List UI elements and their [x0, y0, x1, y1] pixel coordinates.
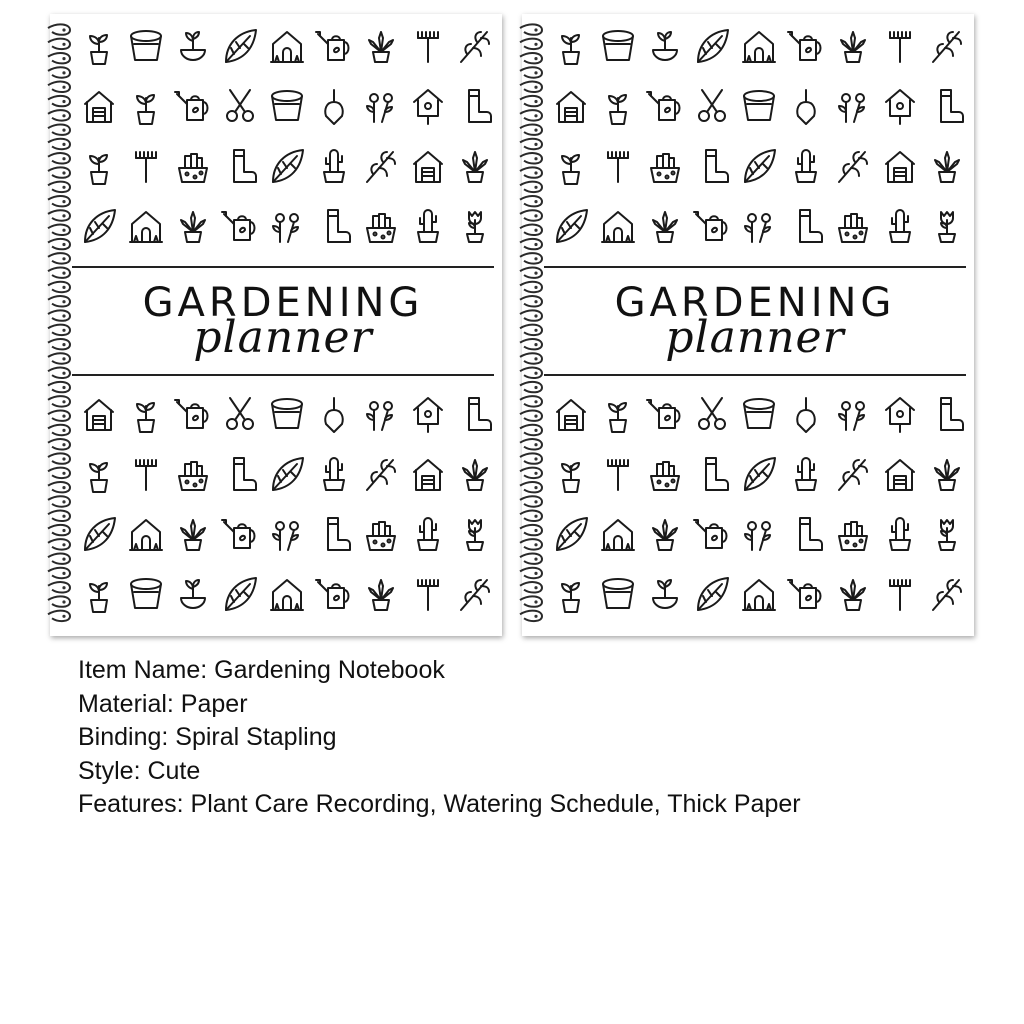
shed-icon	[880, 146, 920, 191]
flower-pot-icon	[267, 86, 307, 131]
greenhouse-icon	[126, 206, 166, 251]
watering-can-icon	[692, 206, 732, 251]
flower-pot-icon	[267, 394, 307, 439]
flower-pot-icon	[126, 26, 166, 71]
title-band	[72, 266, 494, 376]
shed-icon	[551, 86, 591, 131]
cactus-icon	[408, 514, 448, 559]
cactus-icon	[880, 514, 920, 559]
cactus-icon	[314, 146, 354, 191]
rake-icon	[598, 454, 638, 499]
succulent-icon	[455, 146, 495, 191]
succulent-icon	[645, 514, 685, 559]
cover-title: GARDENING	[614, 280, 896, 326]
sprout-icon	[173, 574, 213, 619]
leaf-icon	[267, 454, 307, 499]
spec-binding: Binding: Spiral Stapling	[78, 723, 337, 751]
watering-can-icon	[173, 86, 213, 131]
succulent-icon	[833, 574, 873, 619]
trowel-icon	[314, 394, 354, 439]
sprout-icon	[645, 574, 685, 619]
potted-plant-icon	[551, 26, 591, 71]
trowel-icon	[314, 86, 354, 131]
potted-plant-icon	[79, 26, 119, 71]
tulip-icon	[455, 514, 495, 559]
cactus-pot-icon	[645, 454, 685, 499]
birdhouse-icon	[880, 394, 920, 439]
greenhouse-icon	[126, 514, 166, 559]
succulent-icon	[927, 146, 967, 191]
watering-can-icon	[786, 26, 826, 71]
branch-icon	[833, 454, 873, 499]
succulent-icon	[361, 26, 401, 71]
cover-subtitle: planner	[193, 312, 373, 363]
branch-icon	[455, 26, 495, 71]
greenhouse-icon	[739, 26, 779, 71]
flower-pot-icon	[739, 86, 779, 131]
boot-icon	[692, 146, 732, 191]
cactus-pot-icon	[173, 454, 213, 499]
icon-grid-bottom	[548, 386, 970, 626]
rake-icon	[126, 146, 166, 191]
spec-style: Style: Cute	[78, 756, 201, 785]
succulent-icon	[455, 454, 495, 499]
cover-subtitle: planner	[665, 312, 845, 363]
leaf-icon	[551, 514, 591, 559]
branch-icon	[927, 26, 967, 71]
cactus-pot-icon	[833, 514, 873, 559]
cactus-icon	[314, 454, 354, 499]
rake-icon	[598, 146, 638, 191]
leaf-icon	[220, 574, 260, 619]
tulip-icon	[455, 206, 495, 251]
cover-title: GARDENING	[142, 280, 424, 326]
flowers-icon	[267, 206, 307, 251]
boot-icon	[786, 206, 826, 251]
scissors-icon	[220, 394, 260, 439]
greenhouse-icon	[598, 206, 638, 251]
greenhouse-icon	[598, 514, 638, 559]
rake-icon	[880, 26, 920, 71]
watering-can-icon	[645, 394, 685, 439]
tulip-icon	[927, 206, 967, 251]
flowers-icon	[833, 394, 873, 439]
notebook-cover-left	[50, 14, 502, 636]
watering-can-icon	[173, 394, 213, 439]
shed-icon	[79, 394, 119, 439]
scissors-icon	[692, 86, 732, 131]
icon-grid-top	[76, 18, 498, 258]
watering-can-icon	[314, 26, 354, 71]
leaf-icon	[79, 206, 119, 251]
leaf-icon	[79, 514, 119, 559]
watering-can-icon	[314, 574, 354, 619]
birdhouse-icon	[408, 394, 448, 439]
cactus-pot-icon	[173, 146, 213, 191]
birdhouse-icon	[880, 86, 920, 131]
icon-grid-bottom	[76, 386, 498, 626]
spiral-binding	[44, 22, 74, 628]
rake-icon	[880, 574, 920, 619]
leaf-icon	[220, 26, 260, 71]
potted-plant-icon	[79, 146, 119, 191]
rake-icon	[126, 454, 166, 499]
potted-plant-icon	[126, 86, 166, 131]
scissors-icon	[220, 86, 260, 131]
succulent-icon	[833, 26, 873, 71]
boot-icon	[314, 206, 354, 251]
boot-icon	[692, 454, 732, 499]
succulent-icon	[645, 206, 685, 251]
shed-icon	[880, 454, 920, 499]
boot-icon	[786, 514, 826, 559]
shed-icon	[79, 86, 119, 131]
cactus-pot-icon	[645, 146, 685, 191]
potted-plant-icon	[126, 394, 166, 439]
flowers-icon	[833, 86, 873, 131]
cactus-pot-icon	[833, 206, 873, 251]
spiral-binding	[516, 22, 546, 628]
greenhouse-icon	[267, 574, 307, 619]
flowers-icon	[739, 514, 779, 559]
leaf-icon	[267, 146, 307, 191]
cactus-pot-icon	[361, 514, 401, 559]
boot-icon	[927, 394, 967, 439]
shed-icon	[408, 454, 448, 499]
icon-grid-top	[548, 18, 970, 258]
boot-icon	[455, 394, 495, 439]
boot-icon	[314, 514, 354, 559]
cactus-icon	[786, 146, 826, 191]
shed-icon	[408, 146, 448, 191]
sprout-icon	[173, 26, 213, 71]
branch-icon	[361, 454, 401, 499]
product-specs	[78, 654, 978, 822]
flower-pot-icon	[739, 394, 779, 439]
boot-icon	[220, 146, 260, 191]
flowers-icon	[361, 86, 401, 131]
trowel-icon	[786, 86, 826, 131]
branch-icon	[361, 146, 401, 191]
branch-icon	[833, 146, 873, 191]
flower-pot-icon	[126, 574, 166, 619]
boot-icon	[455, 86, 495, 131]
scissors-icon	[692, 394, 732, 439]
leaf-icon	[739, 454, 779, 499]
trowel-icon	[786, 394, 826, 439]
boot-icon	[927, 86, 967, 131]
leaf-icon	[739, 146, 779, 191]
cactus-icon	[786, 454, 826, 499]
succulent-icon	[173, 514, 213, 559]
rake-icon	[408, 26, 448, 71]
branch-icon	[927, 574, 967, 619]
watering-can-icon	[220, 206, 260, 251]
watering-can-icon	[220, 514, 260, 559]
greenhouse-icon	[267, 26, 307, 71]
leaf-icon	[551, 206, 591, 251]
sprout-icon	[645, 26, 685, 71]
tulip-icon	[927, 514, 967, 559]
potted-plant-icon	[79, 574, 119, 619]
succulent-icon	[173, 206, 213, 251]
cactus-icon	[408, 206, 448, 251]
leaf-icon	[692, 26, 732, 71]
spec-item-name: Item Name: Gardening Notebook	[78, 656, 445, 684]
flowers-icon	[739, 206, 779, 251]
birdhouse-icon	[408, 86, 448, 131]
title-band	[544, 266, 966, 376]
flower-pot-icon	[598, 26, 638, 71]
watering-can-icon	[692, 514, 732, 559]
potted-plant-icon	[551, 146, 591, 191]
potted-plant-icon	[598, 86, 638, 131]
cactus-pot-icon	[361, 206, 401, 251]
potted-plant-icon	[551, 454, 591, 499]
spec-material: Material: Paper	[78, 689, 248, 718]
notebook-cover-right	[522, 14, 974, 636]
cactus-icon	[880, 206, 920, 251]
spec-features: Features: Plant Care Recording, Watering Schedule, Thick Paper	[78, 790, 801, 818]
flowers-icon	[361, 394, 401, 439]
shed-icon	[551, 394, 591, 439]
flower-pot-icon	[598, 574, 638, 619]
potted-plant-icon	[598, 394, 638, 439]
succulent-icon	[927, 454, 967, 499]
potted-plant-icon	[79, 454, 119, 499]
watering-can-icon	[786, 574, 826, 619]
rake-icon	[408, 574, 448, 619]
leaf-icon	[692, 574, 732, 619]
flowers-icon	[267, 514, 307, 559]
branch-icon	[455, 574, 495, 619]
potted-plant-icon	[551, 574, 591, 619]
succulent-icon	[361, 574, 401, 619]
greenhouse-icon	[739, 574, 779, 619]
boot-icon	[220, 454, 260, 499]
watering-can-icon	[645, 86, 685, 131]
